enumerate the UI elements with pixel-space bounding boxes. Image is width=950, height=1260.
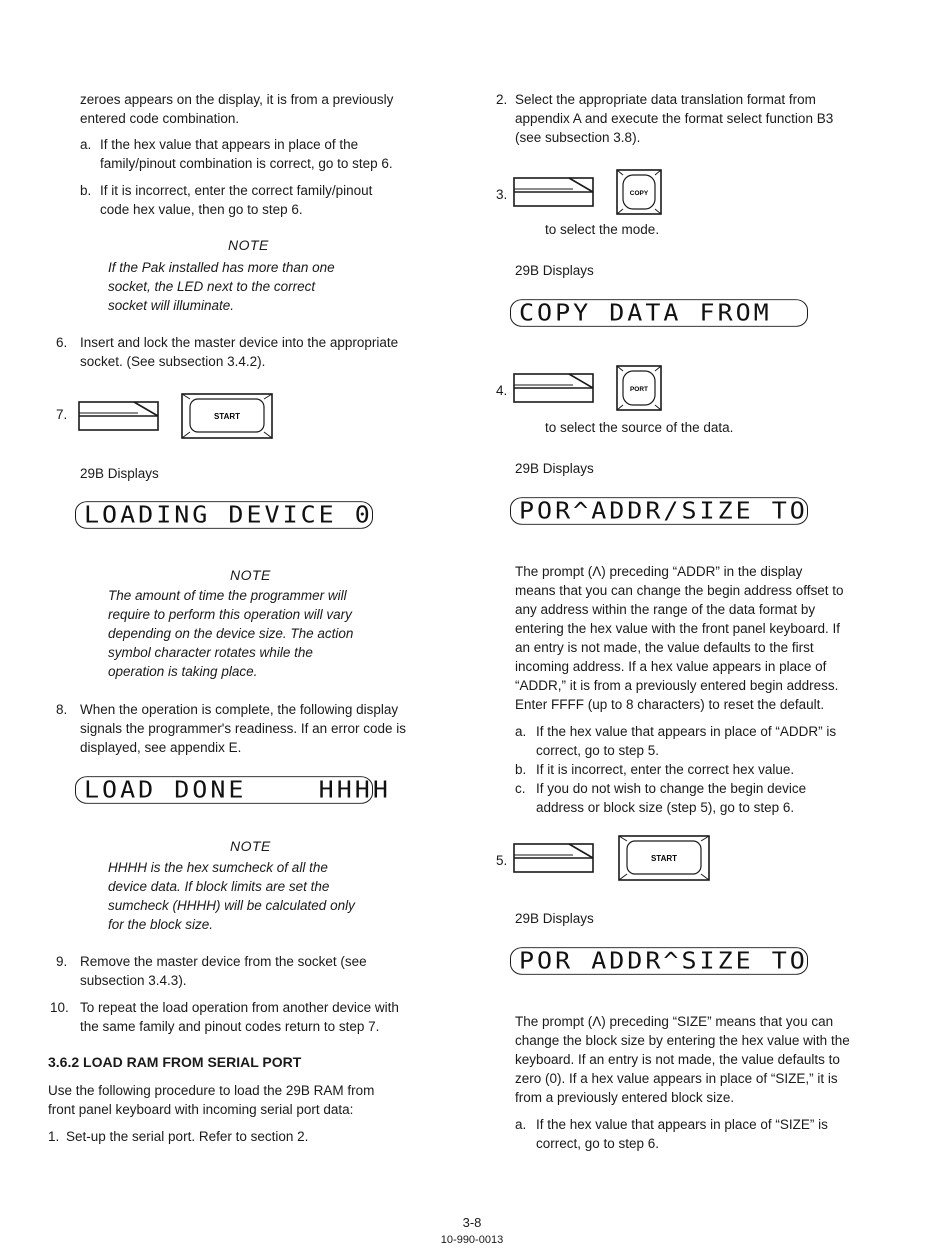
displays-label-r3: 29B Displays [515,911,594,926]
note-1-line-2: socket, the LED next to the correct [108,279,316,294]
keypress-arrow-icon [511,174,597,210]
intro-line-2: entered code combination. [80,111,240,126]
step-8-line-1: When the operation is complete, the following display [80,702,399,717]
step-8-line-2: signals the programmer's readiness. If an error code is [80,721,406,736]
sub-a-line-1: If the hex value that appears in place of the [100,137,359,152]
step-1-number: 1. [48,1129,60,1144]
step-9-line-1: Remove the master device from the socket (see [80,954,367,969]
step-10-line-1: To repeat the load operation from another device with [80,1000,399,1015]
step-2-line-1: Select the appropriate data translation format from [515,92,816,107]
intro-line-1: zeroes appears on the display, it is from a previously [80,92,394,107]
note-1-line-1: If the Pak installed has more than one [108,260,335,275]
note-2-line-3: depending on the device size. The action [108,626,354,641]
lcd-display-load-done: LOAD DONE HHHH [75,776,373,804]
lcd-display-loading: LOADING DEVICE 0 [75,501,373,529]
lcd-display-por-addr: POR^ADDR/SIZE TO [510,497,808,525]
sub-a-line-2: family/pinout combination is correct, go to step 6. [100,156,393,171]
prompt-size-line-3: keyboard. If an entry is not made, the value defaults to [515,1052,840,1067]
lcd-display-copy-data: COPY DATA FROM [510,299,808,327]
prompt-addr-line-1: The prompt (Λ) preceding “ADDR” in the display [515,564,803,579]
keypress-arrow-icon [76,398,162,434]
prompt-size-line-1: The prompt (Λ) preceding “SIZE” means that you can [515,1014,834,1029]
displays-label-r2: 29B Displays [515,461,594,476]
step-10-line-2: the same family and pinout codes return to step 7. [80,1019,380,1034]
displays-label-1: 29B Displays [80,466,159,481]
start-key [617,834,711,882]
r-sub-a-line-2: correct, go to step 5. [536,743,660,758]
keypress-arrow-icon [511,840,597,876]
copy-key-label: COPY [629,190,649,197]
r-sub-a2-line-1: If the hex value that appears in place of “SIZE” is [536,1117,828,1132]
start-key-label-r: START [650,854,678,863]
r-sub-a2-line-2: correct, go to step 6. [536,1136,660,1151]
r-sub-a-marker: a. [515,724,527,739]
port-key-label: PORT [629,386,649,393]
note-1-line-3: socket will illuminate. [108,298,235,313]
r-sub-a2-marker: a. [515,1117,527,1132]
note-2-line-2: require to perform this operation will vary [108,607,352,622]
step-8-line-3: displayed, see appendix E. [80,740,242,755]
port-key [615,364,663,412]
note-2-heading: NOTE [230,567,271,583]
displays-label-r1: 29B Displays [515,263,594,278]
step-9-line-2: subsection 3.4.3). [80,973,187,988]
prompt-addr-line-3: any address within the range of the data format by [515,602,816,617]
sub-b-marker: b. [80,183,92,198]
note-3-heading: NOTE [230,838,271,854]
document-number: 10-990-0013 [440,1234,504,1246]
section-body-line-2: front panel keyboard with incoming serial port data: [48,1102,354,1117]
step-9-number: 9. [56,954,68,969]
prompt-size-line-4: zero (0). If a hex value appears in place of “SIZE,” it is [515,1071,838,1086]
prompt-addr-line-2: means that you can change the begin address offset to [515,583,844,598]
page-number: 3-8 [462,1215,482,1230]
step-2-line-3: (see subsection 3.8). [515,130,641,145]
sub-b-line-1: If it is incorrect, enter the correct family/pinout [100,183,373,198]
note-3-line-3: sumcheck (HHHH) will be calculated only [108,898,355,913]
prompt-addr-line-6: incoming address. If a hex value appears in place of [515,659,827,674]
section-body-line-1: Use the following procedure to load the 29B RAM from [48,1083,375,1098]
note-2-line-1: The amount of time the programmer will [108,588,347,603]
lcd-display-por-size: POR ADDR^SIZE TO [510,947,808,975]
prompt-addr-line-5: an entry is not made, the value defaults to the first [515,640,814,655]
step-1-text: Set-up the serial port. Refer to section 2. [66,1129,309,1144]
step-8-number: 8. [56,702,68,717]
prompt-addr-line-8: Enter FFFF (up to 8 characters) to reset the default. [515,697,825,712]
r-sub-c-line-1: If you do not wish to change the begin device [536,781,807,796]
prompt-size-line-2: change the block size by entering the hex value with the [515,1033,850,1048]
prompt-addr-line-4: entering the hex value with the front panel keyboard. If [515,621,840,636]
sub-a-marker: a. [80,137,92,152]
step-5-number: 5. [496,853,508,868]
step-6-number: 6. [56,335,68,350]
r-sub-b-marker: b. [515,762,527,777]
prompt-addr-line-7: “ADDR,” it is from a previously entered begin address. [515,678,839,693]
start-key-label: START [213,412,241,421]
step-4-number: 4. [496,383,508,398]
note-2-line-5: operation is taking place. [108,664,258,679]
sub-b-line-2: code hex value, then go to step 6. [100,202,303,217]
step-3-number: 3. [496,187,508,202]
step-2-line-2: appendix A and execute the format select function B3 [515,111,834,126]
step-4-caption: to select the source of the data. [545,420,734,435]
note-1-heading: NOTE [228,237,269,253]
r-sub-c-line-2: address or block size (step 5), go to step 6. [536,800,795,815]
keypress-arrow-icon [511,370,597,406]
r-sub-a-line-1: If the hex value that appears in place of “ADDR” is [536,724,837,739]
step-2-number: 2. [496,92,508,107]
step-7-number: 7. [56,407,68,422]
step-3-caption: to select the mode. [545,222,660,237]
step-10-number: 10. [50,1000,69,1015]
r-sub-c-marker: c. [515,781,526,796]
section-heading: 3.6.2 LOAD RAM FROM SERIAL PORT [48,1054,302,1070]
r-sub-b-line-1: If it is incorrect, enter the correct hex value. [536,762,795,777]
start-key [180,392,274,440]
note-3-line-2: device data. If block limits are set the [108,879,330,894]
step-6-line-2: socket. (See subsection 3.4.2). [80,354,266,369]
prompt-size-line-5: from a previously entered block size. [515,1090,735,1105]
note-2-line-4: symbol character rotates while the [108,645,313,660]
step-6-line-1: Insert and lock the master device into the appropriate [80,335,399,350]
copy-key [615,168,663,216]
note-3-line-4: for the block size. [108,917,214,932]
note-3-line-1: HHHH is the hex sumcheck of all the [108,860,328,875]
